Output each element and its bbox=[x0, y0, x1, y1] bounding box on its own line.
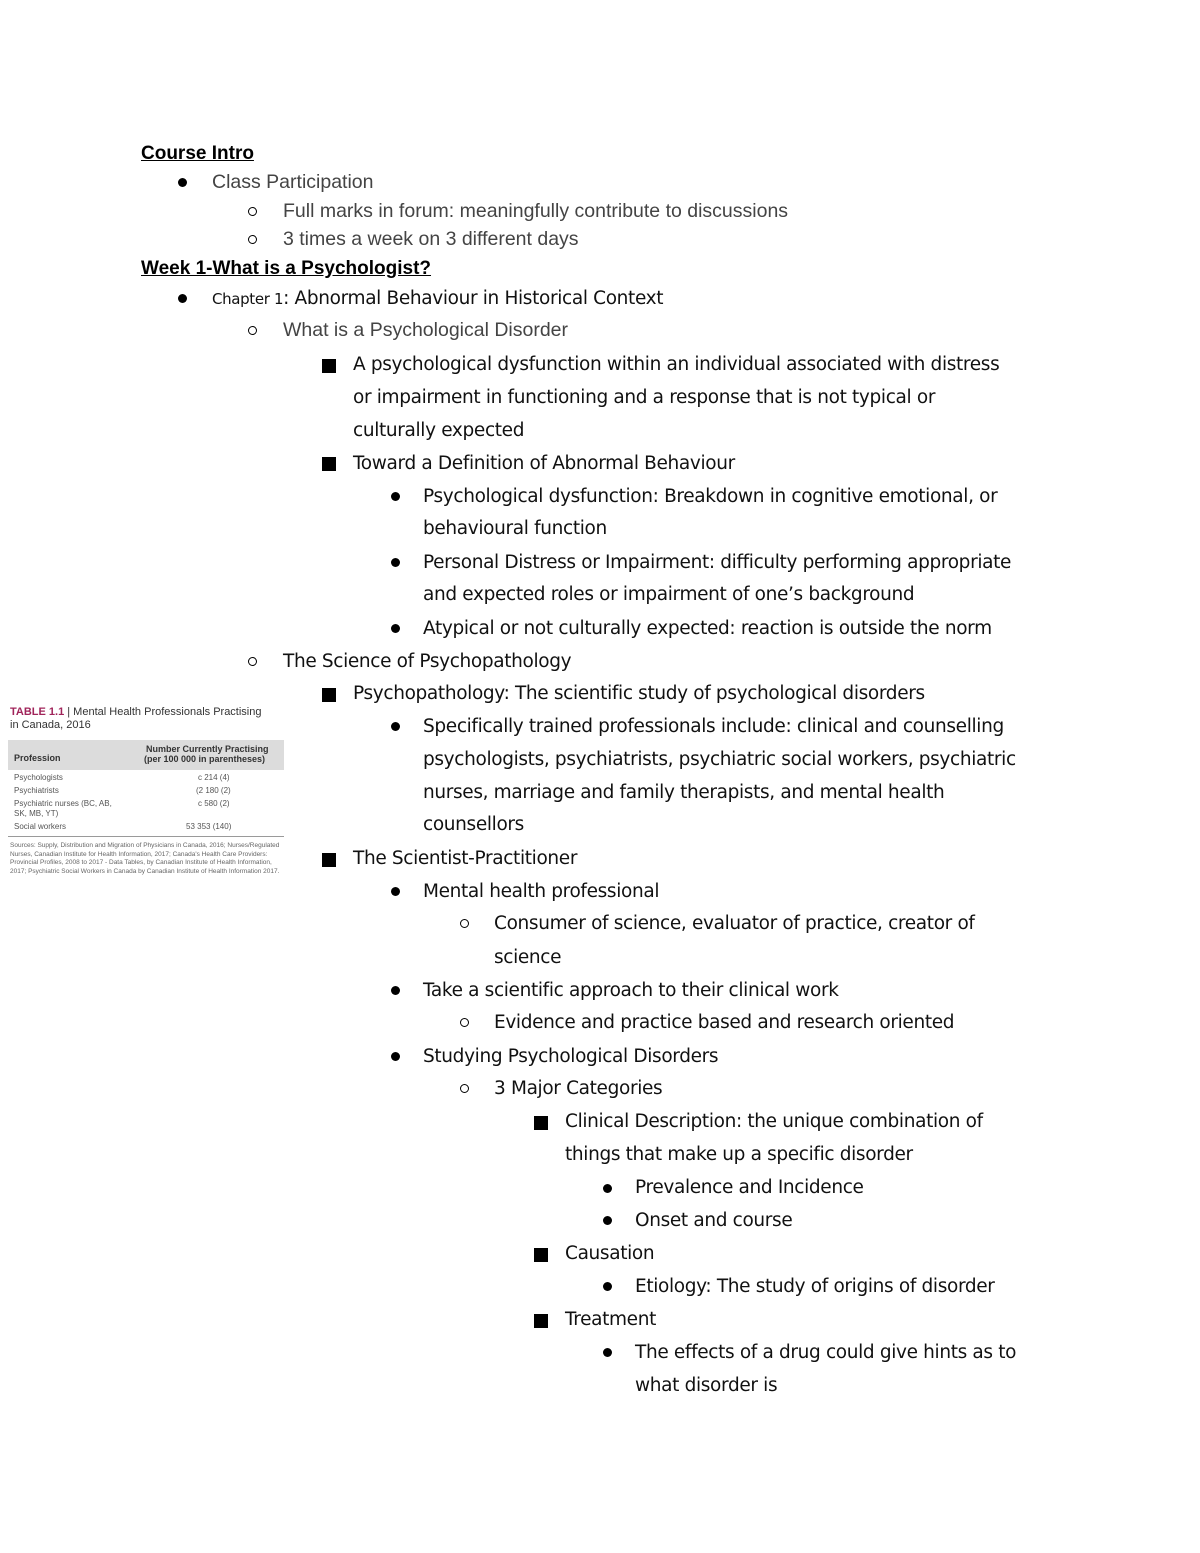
disc-bullet-icon bbox=[178, 178, 187, 187]
circle-bullet-icon bbox=[460, 1084, 469, 1093]
three-times-text: 3 times a week on 3 different days bbox=[283, 228, 579, 250]
psychopathology-line: Psychopathology: The scientific study of psychological disorders bbox=[353, 683, 925, 704]
class-participation: Class Participation bbox=[212, 171, 374, 193]
trained-line: psychologists, psychiatrists, psychiatric social workers, psychiatric bbox=[423, 749, 1016, 770]
circle-bullet-icon bbox=[460, 919, 469, 928]
table-cell: c 214 (4) bbox=[198, 773, 230, 782]
disc-bullet-icon bbox=[391, 887, 400, 896]
table-cell: c 580 (2) bbox=[198, 799, 230, 808]
table-row bbox=[8, 786, 284, 798]
square-bullet-icon bbox=[322, 688, 336, 702]
toward-definition: Toward a Definition of Abnormal Behaviour bbox=[353, 453, 735, 474]
table-label: TABLE 1.1 bbox=[10, 706, 65, 718]
circle-bullet-icon bbox=[248, 657, 257, 666]
distress-line: and expected roles or impairment of one’s background bbox=[423, 584, 915, 605]
disc-bullet-icon bbox=[603, 1216, 612, 1225]
full-marks-text: Full marks in forum: meaningfully contribute to discussions bbox=[283, 200, 789, 222]
heading-course-intro: Course Intro bbox=[141, 143, 254, 164]
table-cell: Psychiatric nurses (BC, AB, bbox=[14, 799, 112, 808]
dysfunction-line: behavioural function bbox=[423, 518, 607, 539]
table-cell: SK, MB, YT) bbox=[14, 809, 59, 818]
drug-line: The effects of a drug could give hints as to bbox=[635, 1342, 1017, 1363]
table-source: Sources: Supply, Distribution and Migration of Physicians in Canada, 2016; Nurses/Regulated Nurses, Canadian Institute for Health Information, 2017; Canada's Health Care Providers: Provincial Profiles, 2008 to 2017 - Data Tables, by Canadian Institute of Health Information, 2017; Psychiatric Social Workers in Canada by Canadian Institute of Health Information 2017. bbox=[10, 842, 280, 875]
definition-line: culturally expected bbox=[353, 420, 525, 441]
table-header bbox=[8, 740, 284, 770]
disc-bullet-icon bbox=[391, 1052, 400, 1061]
table-col-number: Number Currently Practising bbox=[146, 744, 269, 754]
treatment-line: Treatment bbox=[565, 1309, 656, 1330]
table-cell: Psychiatrists bbox=[14, 786, 59, 795]
drug-line: what disorder is bbox=[635, 1375, 778, 1396]
table-row bbox=[8, 773, 284, 785]
distress-line: Personal Distress or Impairment: difficulty performing appropriate bbox=[423, 552, 1012, 573]
onset-line: Onset and course bbox=[635, 1210, 793, 1231]
definition-line: or impairment in functioning and a response that is not typical or bbox=[353, 387, 936, 408]
psych-disorder-title: What is a Psychological Disorder bbox=[283, 319, 569, 341]
disc-bullet-icon bbox=[391, 722, 400, 731]
atypical-line: Atypical or not culturally expected: reaction is outside the norm bbox=[423, 618, 992, 639]
square-bullet-icon bbox=[534, 1116, 548, 1130]
table-row bbox=[8, 809, 284, 821]
table-title bbox=[10, 706, 286, 732]
heading-week1: Week 1-What is a Psychologist? bbox=[141, 258, 432, 279]
table-image bbox=[8, 706, 286, 898]
clinical-line: Clinical Description: the unique combination of bbox=[565, 1111, 983, 1132]
chapter-prefix: Chapter 1 bbox=[212, 290, 284, 308]
trained-line: counsellors bbox=[423, 814, 524, 835]
circle-bullet-icon bbox=[248, 235, 257, 244]
square-bullet-icon bbox=[322, 853, 336, 867]
studying-line: Studying Psychological Disorders bbox=[423, 1046, 719, 1067]
disc-bullet-icon bbox=[603, 1282, 612, 1291]
table-col-number-sub: (per 100 000 in parentheses) bbox=[144, 754, 266, 764]
table-divider bbox=[8, 836, 284, 837]
science-title: The Science of Psychopathology bbox=[283, 651, 572, 672]
categories-line: 3 Major Categories bbox=[494, 1078, 663, 1099]
scientist-title: The Scientist-Practitioner bbox=[353, 848, 578, 869]
causation-line: Causation bbox=[565, 1243, 655, 1264]
table-cell: Psychologists bbox=[14, 773, 63, 782]
disc-bullet-icon bbox=[391, 624, 400, 633]
square-bullet-icon bbox=[534, 1248, 548, 1262]
table-title-text: | Mental Health Professionals Practising bbox=[67, 706, 262, 718]
disc-bullet-icon bbox=[391, 492, 400, 501]
circle-bullet-icon bbox=[460, 1018, 469, 1027]
chapter-title: : Abnormal Behaviour in Historical Context bbox=[283, 288, 664, 309]
consumer-line: science bbox=[494, 947, 562, 968]
disc-bullet-icon bbox=[603, 1348, 612, 1357]
chapter-line bbox=[212, 282, 663, 316]
scientific-approach-line: Take a scientific approach to their clinical work bbox=[423, 980, 839, 1001]
circle-bullet-icon bbox=[248, 326, 257, 335]
etiology-line: Etiology: The study of origins of disorder bbox=[635, 1276, 995, 1297]
table-col-profession: Profession bbox=[14, 753, 61, 763]
table-cell: Social workers bbox=[14, 822, 67, 831]
disc-bullet-icon bbox=[391, 558, 400, 567]
trained-line: Specifically trained professionals include: clinical and counselling bbox=[423, 716, 1004, 737]
dysfunction-line: Psychological dysfunction: Breakdown in cognitive emotional, or bbox=[423, 486, 998, 507]
square-bullet-icon bbox=[322, 359, 336, 373]
circle-bullet-icon bbox=[248, 207, 257, 216]
disc-bullet-icon bbox=[391, 986, 400, 995]
square-bullet-icon bbox=[322, 457, 336, 471]
consumer-line: Consumer of science, evaluator of practice, creator of bbox=[494, 913, 975, 934]
definition-line: A psychological dysfunction within an individual associated with distress bbox=[353, 354, 1000, 375]
prevalence-line: Prevalence and Incidence bbox=[635, 1177, 864, 1198]
table-cell: 53 353 (140) bbox=[186, 822, 232, 831]
table-row bbox=[8, 822, 284, 834]
trained-line: nurses, marriage and family therapists, and mental health bbox=[423, 782, 945, 803]
table-title-text-2: in Canada, 2016 bbox=[10, 719, 91, 731]
mental-health-line: Mental health professional bbox=[423, 881, 660, 902]
evidence-line: Evidence and practice based and research oriented bbox=[494, 1012, 955, 1033]
disc-bullet-icon bbox=[178, 294, 187, 303]
clinical-line: things that make up a specific disorder bbox=[565, 1144, 913, 1165]
disc-bullet-icon bbox=[603, 1184, 612, 1193]
table-cell: (2 180 (2) bbox=[196, 786, 231, 795]
square-bullet-icon bbox=[534, 1314, 548, 1328]
